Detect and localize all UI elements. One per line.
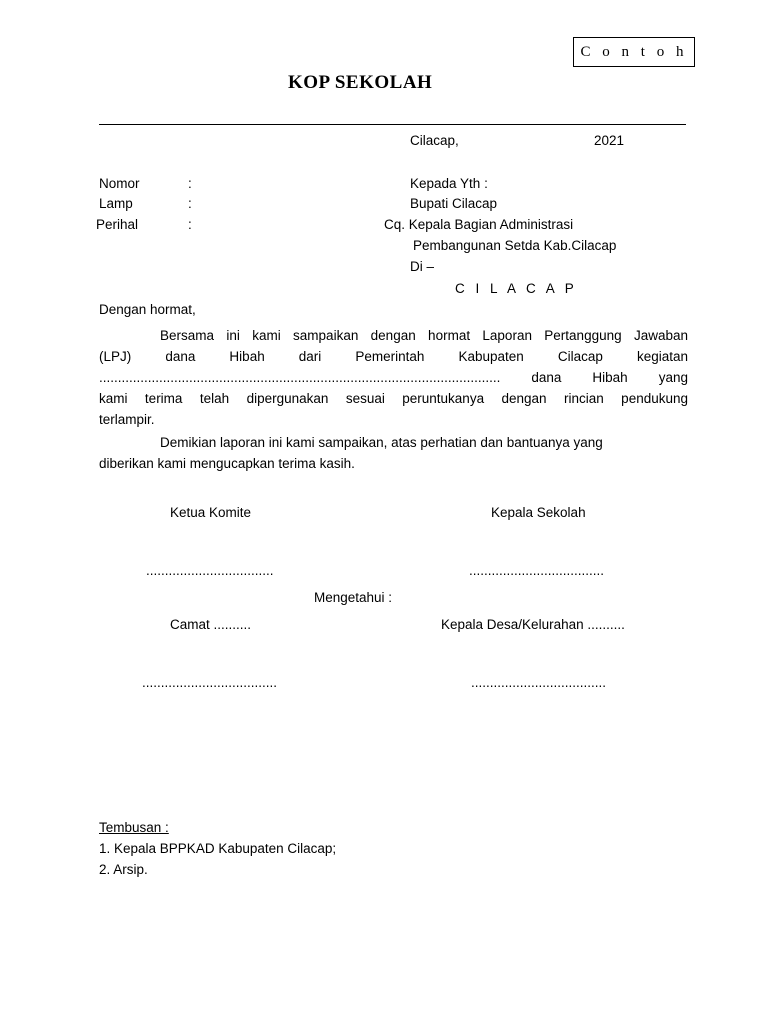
- body-line: (LPJ) dana Hibah dari Pemerintah Kabupaten Cilacap kegiatan: [99, 349, 688, 364]
- cc-item: 2. Arsip.: [99, 862, 148, 877]
- camat-title: Camat ..........: [170, 617, 252, 632]
- signature-right-title: Kepala Sekolah: [491, 505, 586, 520]
- contoh-stamp: [573, 37, 695, 67]
- meta-sep-lamp: :: [188, 196, 192, 211]
- greeting: Dengan hormat,: [99, 302, 196, 317]
- meta-label-nomor: Nomor: [99, 176, 140, 191]
- camat-dots: ....................................: [142, 675, 278, 690]
- letterhead-title: KOP SEKOLAH: [288, 72, 433, 93]
- body-line: ........................................................................................................... dana Hibah yang: [99, 370, 688, 385]
- kades-title: Kepala Desa/Kelurahan ..........: [441, 617, 625, 632]
- body-line: Bersama ini kami sampaikan dengan hormat Laporan Pertanggung Jawaban: [160, 328, 688, 343]
- recipient-line1: Bupati Cilacap: [410, 196, 498, 211]
- meta-sep-perihal: :: [188, 217, 192, 232]
- place-city: Cilacap,: [410, 133, 459, 148]
- body-line: kami terima telah dipergunakan sesuai peruntukanya dengan rincian pendukung: [99, 391, 688, 406]
- body-paragraph-2-line2: diberikan kami mengucapkan terima kasih.: [99, 456, 355, 471]
- meta-label-lamp: Lamp: [99, 196, 133, 211]
- recipient-to: Kepada Yth :: [410, 176, 488, 191]
- body-paragraph-2-line1: Demikian laporan ini kami sampaikan, atas perhatian dan bantuanya yang: [160, 435, 603, 450]
- recipient-line3: Pembangunan Setda Kab.Cilacap: [413, 238, 617, 253]
- body-line: terlampir.: [99, 412, 155, 427]
- recipient-line4: Di –: [410, 259, 435, 274]
- cc-title: Tembusan :: [99, 820, 169, 835]
- place-year: 2021: [594, 133, 625, 148]
- meta-label-perihal: Perihal: [96, 217, 139, 232]
- signature-left-dots: ..................................: [146, 563, 274, 578]
- acknowledge-label: Mengetahui :: [314, 590, 393, 605]
- body-paragraph-1-first: [160, 325, 688, 346]
- recipient-city: C I L A C A P: [455, 281, 578, 296]
- kades-dots: ....................................: [471, 675, 607, 690]
- recipient-line2: Cq. Kepala Bagian Administrasi: [384, 217, 574, 232]
- signature-right-dots: ....................................: [469, 563, 605, 578]
- contoh-label: C o n t o h: [580, 44, 688, 60]
- letterhead-divider: [99, 124, 686, 125]
- cc-item: 1. Kepala BPPKAD Kabupaten Cilacap;: [99, 841, 337, 856]
- signature-left-title: Ketua Komite: [170, 505, 252, 520]
- body-paragraph-1: [99, 346, 688, 430]
- meta-sep-nomor: :: [188, 176, 192, 191]
